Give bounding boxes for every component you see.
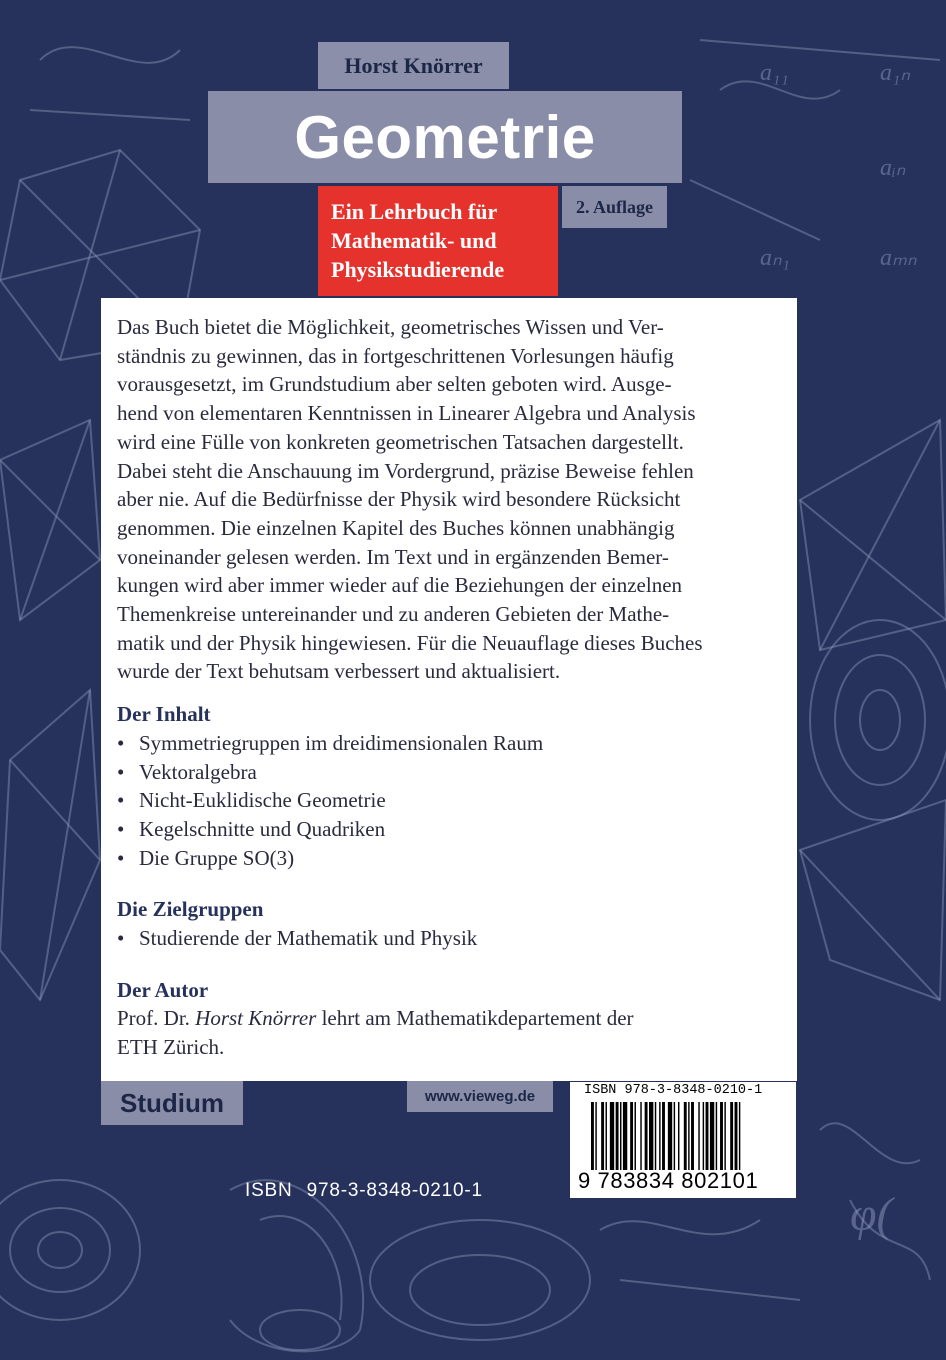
barcode-bar [710, 1102, 714, 1170]
publisher-website[interactable]: www.vieweg.de [407, 1081, 553, 1112]
barcode-bar [591, 1102, 594, 1170]
svg-text:a₁ₙ: a₁ₙ [880, 60, 910, 86]
barcode-isbn-label: ISBN 978-3-8348-0210-1 [584, 1083, 763, 1098]
book-description [117, 313, 787, 686]
barcode-bar [724, 1102, 725, 1170]
author-name-banner: Horst Knörrer [318, 42, 509, 89]
svg-text:aᵢₙ: aᵢₙ [880, 155, 906, 181]
barcode-bar [684, 1102, 687, 1170]
barcode-bar [655, 1102, 656, 1170]
barcode-digits: 9 783834 802101 [578, 1168, 759, 1193]
barcode-bar [645, 1102, 648, 1170]
description-line: genommen. Die einzelnen Kapitel des Buches können unabhängig [117, 515, 675, 540]
barcode-bar [720, 1102, 723, 1170]
series-label: Studium [101, 1081, 243, 1125]
description-line: Themenkreise untereinander und zu anderen Gebieten der Mathe- [117, 602, 670, 627]
isbn-text: ISBN 978-3-8348-0210-1 [245, 1180, 483, 1201]
list-item: • Nicht-Euklidische Geometrie [117, 786, 787, 815]
barcode-bar [678, 1102, 679, 1170]
barcode-bar [739, 1102, 740, 1170]
barcode-bar [623, 1102, 627, 1170]
barcode-bar [688, 1102, 689, 1170]
description-line: wurde der Text behutsam verbessert und aktualisiert. [117, 659, 561, 684]
barcode-bar [616, 1102, 619, 1170]
description-line: aber nie. Auf die Bedürfnisse der Physik wird besondere Rücksicht [117, 487, 681, 512]
barcode-bar [698, 1102, 699, 1170]
description-line: voneinander gelesen werden. Im Text und in ergänzenden Bemer- [117, 544, 669, 569]
barcode-bar [640, 1102, 641, 1170]
barcode-bar [730, 1102, 733, 1170]
description-line: wird eine Fülle von konkreten geometrischen Tatsachen dargestellt. [117, 429, 684, 454]
edition-badge: 2. Auflage [562, 186, 667, 228]
author-bio-suffix: lehrt am Mathematikdepartement der [316, 1006, 634, 1031]
list-item: • Vektoralgebra [117, 758, 787, 787]
barcode [570, 1082, 796, 1198]
barcode-bar [606, 1102, 607, 1170]
target-audience-list [117, 924, 787, 953]
author-heading: Der Autor [117, 977, 209, 1002]
barcode-bar [659, 1102, 660, 1170]
barcode-bar [674, 1102, 675, 1170]
author-bio-name: Horst Knörrer [195, 1006, 317, 1031]
barcode-bar [716, 1102, 717, 1170]
barcode-bar [649, 1102, 653, 1170]
author-bio-prefix: Prof. Dr. [117, 1006, 196, 1031]
book-title: Geometrie [208, 91, 682, 183]
barcode-bar [662, 1102, 665, 1170]
subtitle-banner [318, 186, 558, 296]
barcode-bars [591, 1102, 781, 1170]
barcode-bar [703, 1102, 704, 1170]
description-line: matik und der Physik hingewiesen. Für die Neuauflage dieses Buches [117, 630, 703, 655]
svg-text:aₘₙ: aₘₙ [880, 245, 917, 271]
author-bio [117, 1004, 787, 1061]
list-item: • Studierende der Mathematik und Physik [117, 924, 787, 953]
barcode-bar [630, 1102, 633, 1170]
barcode-bar [620, 1102, 621, 1170]
list-item: • Symmetriegruppen im dreidimensionalen Raum [117, 729, 787, 758]
description-line: Dabei steht die Anschauung im Vordergrund, präzise Beweise fehlen [117, 458, 694, 483]
subtitle-line: Mathematik- und [331, 228, 497, 253]
subtitle-line: Ein Lehrbuch für [331, 199, 498, 224]
description-line: ständnis zu gewinnen, das in fortgeschrittenen Vorlesungen häufig [117, 343, 674, 368]
subtitle-line: Physikstudierende [331, 257, 505, 282]
list-item: • Die Gruppe SO(3) [117, 844, 787, 873]
svg-text:aₙ₁: aₙ₁ [760, 245, 790, 271]
barcode-bar [595, 1102, 596, 1170]
back-cover-text-panel [101, 298, 797, 1081]
author-bio-line2: ETH Zürich. [117, 1035, 225, 1060]
barcode-bar [735, 1102, 738, 1170]
barcode-bar [635, 1102, 636, 1170]
contents-list [117, 729, 787, 873]
barcode-bar [706, 1102, 709, 1170]
list-item: • Kegelschnitte und Quadriken [117, 815, 787, 844]
description-line: kungen wird aber immer wieder auf die Beziehungen der einzelnen [117, 573, 683, 598]
barcode-bar [601, 1102, 604, 1170]
barcode-bar [610, 1102, 614, 1170]
svg-text:φ(: φ( [850, 1188, 893, 1241]
barcode-bar [691, 1102, 694, 1170]
svg-text:a₁₁: a₁₁ [760, 60, 789, 86]
barcode-bar [668, 1102, 672, 1170]
description-line: vorausgesetzt, im Grundstudium aber selten geboten wird. Ausge- [117, 372, 672, 397]
description-line: hend von elementaren Kenntnissen in Linearer Algebra und Analysis [117, 401, 696, 426]
contents-heading: Der Inhalt [117, 702, 211, 727]
target-audience-heading: Die Zielgruppen [117, 897, 264, 922]
description-line: Das Buch bietet die Möglichkeit, geometrisches Wissen und Ver- [117, 315, 664, 339]
